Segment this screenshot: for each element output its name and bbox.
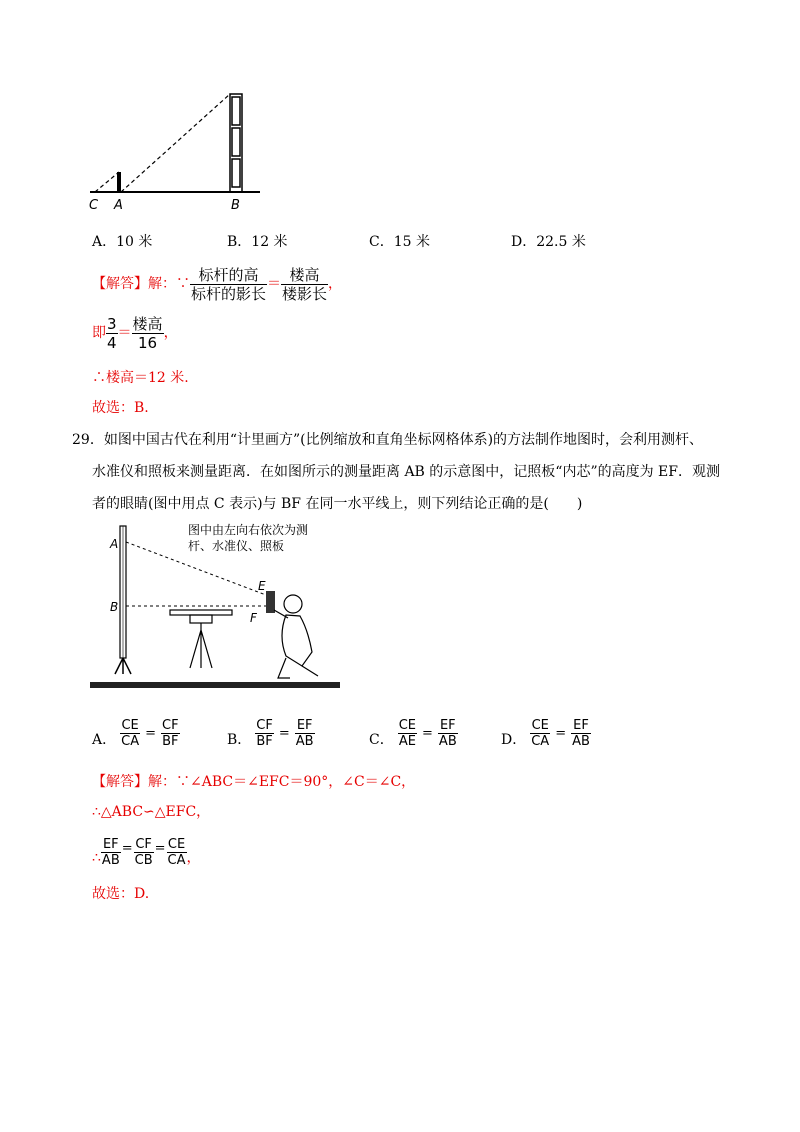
surveying-figure bbox=[90, 518, 340, 690]
fraction-building: $\frac{\text{楼高}}{\text{楼影长}}$ bbox=[282, 265, 328, 303]
q28-option-b[interactable]: B．12 米 bbox=[227, 234, 288, 250]
label-a: A bbox=[114, 198, 123, 213]
q29-conclusion: ∴ $\frac{EF}{AB}$ = $\frac{CF}{CB}$ = $\frac{CE}{CA}$ ， bbox=[92, 837, 201, 868]
q29-option-a[interactable]: A． $\frac{CE}{CA}$ = $\frac{CF}{BF}$ bbox=[92, 718, 179, 749]
q29-choice: 故选：D. bbox=[92, 886, 150, 902]
q28-answer-line: 【解答】解：∵ $\frac{\text{标杆的高}}{\text{标杆的影长}}$ ＝ $\frac{\text{楼高}}{\text{楼影长}}$ ， bbox=[92, 265, 343, 303]
ground-bar bbox=[90, 682, 340, 688]
q28-choice: 故选：B. bbox=[92, 400, 149, 416]
q29-option-d[interactable]: D． $\frac{CE}{CA}$ = $\frac{EF}{AB}$ bbox=[501, 718, 590, 749]
q28-option-d[interactable]: D．22.5 米 bbox=[511, 234, 586, 250]
fraction-pole: $\frac{\text{标杆的高}}{\text{标杆的影长}}$ bbox=[191, 265, 267, 303]
observer-with-board bbox=[266, 591, 318, 678]
q28-result: ∴楼高＝12 米. bbox=[92, 370, 189, 386]
q29-answer-line-2: ∴△ABC∽△EFC， bbox=[92, 804, 211, 820]
shadow-figure bbox=[85, 88, 270, 213]
q29-option-b[interactable]: B． $\frac{CF}{BF}$ = $\frac{EF}{AB}$ bbox=[227, 718, 314, 749]
q28-option-a[interactable]: A．10 米 bbox=[92, 234, 153, 250]
q29-line-3: 者的眼睛(图中用点 C 表示)与 BF 在同一水平线上，则下列结论正确的是( ) bbox=[92, 496, 583, 512]
label-b: B bbox=[231, 198, 240, 213]
q29-line-1: 29．如图中国古代在利用“计里画方”(比例缩放和直角坐标网格体系)的方法制作地图时，会利用测杆、 bbox=[72, 432, 704, 448]
q29-line-2: 水准仪和照板来测量距离．在如图所示的测量距离 AB 的示意图中，记照板“内芯”的高度为 EF．观测 bbox=[92, 464, 720, 480]
label-e: E bbox=[258, 579, 266, 593]
figure-caption-2: 杆、水准仪、照板 bbox=[188, 539, 285, 553]
label-f: F bbox=[250, 611, 257, 625]
q28-ji-line: 即 $\frac{3}{4}$ ＝ $\frac{\text{楼高}}{16}$ ， bbox=[92, 314, 178, 352]
pole-sight-line bbox=[95, 172, 119, 192]
q29-answer-line-1: 【解答】解：∵∠ABC＝∠EFC＝90°，∠C＝∠C， bbox=[92, 774, 416, 790]
q28-option-c[interactable]: C．15 米 bbox=[369, 234, 430, 250]
water-level-instrument bbox=[170, 610, 232, 668]
label-b: B bbox=[110, 600, 119, 614]
pole-mark bbox=[117, 172, 121, 192]
label-a: A bbox=[110, 537, 119, 551]
fraction-height-16: $\frac{\text{楼高}}{16}$ bbox=[132, 314, 163, 352]
label-c: C bbox=[89, 198, 99, 213]
building-sight-line bbox=[121, 94, 230, 192]
fraction-3-4: $\frac{3}{4}$ bbox=[107, 314, 117, 352]
building bbox=[230, 94, 242, 192]
figure-caption-1: 图中由左向右依次为测 bbox=[188, 523, 309, 537]
q29-option-c[interactable]: C． $\frac{CE}{AE}$ = $\frac{EF}{AB}$ bbox=[369, 718, 457, 749]
